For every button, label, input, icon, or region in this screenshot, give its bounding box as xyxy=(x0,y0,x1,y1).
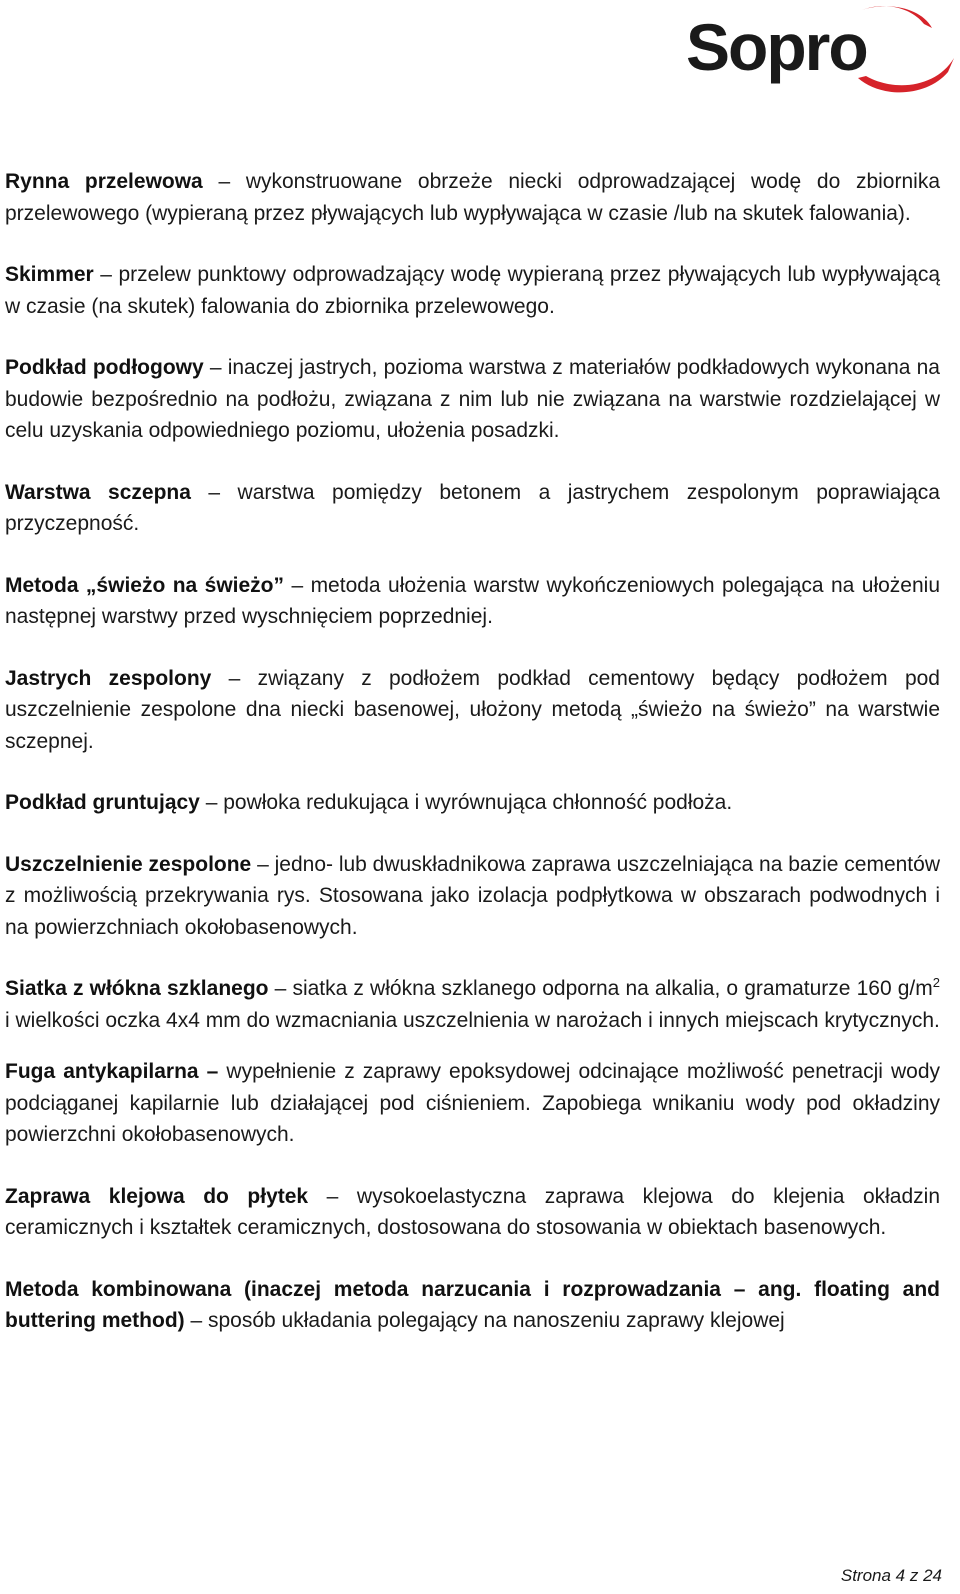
logo-swoosh-lower xyxy=(858,58,954,92)
entry-definition-continued: i wielkości oczka 4x4 mm do wzmacniania uszczelnienia w narożach i innych miejscach krytycznych. xyxy=(5,1008,940,1032)
entry-term: Podkład podłogowy xyxy=(5,356,204,379)
entry-term: Uszczelnienie zespolone xyxy=(5,852,252,876)
entry-separator: – xyxy=(284,573,311,597)
logo-swoosh xyxy=(862,6,932,28)
entry-separator: – xyxy=(268,977,293,1000)
entry-definition: wysokoelastyczna zaprawa klejowa do klejenia okładzin ceramicznych i kształtek ceramicznych, dostosowana do stosowania w obiektach basenowych. xyxy=(5,1184,940,1239)
glossary-entry xyxy=(5,352,940,447)
entry-term: Fuga antykapilarna – xyxy=(5,1060,219,1083)
glossary-entry xyxy=(5,570,940,633)
glossary-entry xyxy=(5,1181,940,1244)
entry-definition: sposób układania polegający na nanoszeniu zaprawy klejowej xyxy=(208,1309,785,1332)
entry-definition: warstwa pomiędzy betonem a jastrychem zespolonym poprawiająca przyczepność. xyxy=(5,480,940,535)
glossary-entry xyxy=(5,1056,940,1151)
glossary-content xyxy=(5,166,940,1337)
entry-definition: jedno- lub dwuskładnikowa zaprawa uszczelniająca na bazie cementów z możliwością przekrywania rys. Stosowana jako izolacja podpłytkowa w obszarach podwodnych i na powierzchniach okołobasenowych. xyxy=(5,852,940,939)
glossary-entry xyxy=(5,477,940,540)
company-info xyxy=(18,4,282,67)
entry-definition: siatka z włókna szklanego odporna na alkalia, o gramaturze 160 g/m xyxy=(292,977,933,1000)
entry-term: Jastrych zespolony xyxy=(5,666,212,690)
entry-definition: powłoka redukująca i wyrównująca chłonność podłoża. xyxy=(223,791,733,814)
glossary-entry xyxy=(5,973,940,1036)
entry-definition: wypełnienie z zaprawy epoksydowej odcinające możliwość penetracji wody podciąganej kapilarnie lub działającej pod ciśnieniem. Zapobiega wnikaniu wody pod okładziny powierzchni okołobasenowych. xyxy=(5,1060,941,1146)
entry-term: Warstwa sczepna xyxy=(5,480,191,504)
entry-separator: – xyxy=(203,356,228,379)
company-address: ul. Poleczki 23F, 02-822 Warszawa xyxy=(18,26,282,45)
glossary-entry xyxy=(5,849,940,944)
entry-definition: przelew punktowy odprowadzający wodę wypieraną przez pływających lub wypływającą w czasie (na skutek) falowania do zbiornika przelewowego. xyxy=(5,263,941,318)
entry-term: Siatka z włókna szklanego xyxy=(5,977,269,1000)
glossary-entry xyxy=(5,166,940,229)
glossary-entry xyxy=(5,1274,940,1337)
company-name: Sopro Polska Sp. z o.o. xyxy=(18,5,196,24)
entry-separator: – xyxy=(308,1184,357,1208)
superscript-exponent: 2 xyxy=(932,975,940,990)
entry-definition: związany z podłożem podkład cementowy będący podłożem pod uszczelnienie zespolone dna niecki basenowej, ułożony metodą „świeżo na świeżo” na warstwie sczepnej. xyxy=(5,666,940,753)
entry-definition: inaczej jastrych, pozioma warstwa z materiałów podkładowych wykonana na budowie bezpośrednio na podłożu, związana z nim lub nie związana na warstwie rozdzielającej w celu uzyskania odpowiedniego poziomu, ułożenia posadzki. xyxy=(5,356,940,442)
company-website: www.sopro.pl xyxy=(18,47,120,66)
entry-term: Metoda „świeżo na świeżo” xyxy=(5,573,285,597)
page-number: Strona 4 z 24 xyxy=(840,1566,942,1585)
logo-wordmark: Sopro xyxy=(686,10,867,84)
entry-separator: – xyxy=(211,666,258,690)
entry-term: Skimmer xyxy=(5,263,94,286)
entry-separator: – xyxy=(93,263,119,286)
glossary-entry xyxy=(5,663,940,758)
entry-definition: wykonstruowane obrzeże niecki odprowadzającej wodę do zbiornika przelewowego (wypieraną przez pływających lub wypływająca w czasie /lub na skutek falowania). xyxy=(5,170,940,225)
entry-separator: – xyxy=(199,791,224,814)
entry-separator: – xyxy=(202,170,246,193)
entry-term: Rynna przelewowa xyxy=(5,170,203,193)
entry-definition: metoda ułożenia warstw wykończeniowych polegająca na ułożeniu następnej warstwy przed wyschnięciem poprzedniej. xyxy=(5,573,940,628)
entry-term: Zaprawa klejowa do płytek xyxy=(5,1184,309,1208)
glossary-entry xyxy=(5,787,940,819)
entry-separator: – xyxy=(190,480,238,504)
entry-term: Podkład gruntujący xyxy=(5,791,200,814)
entry-term: Metoda kombinowana (inaczej metoda narzucania i rozprowadzania – ang. floating and buttering method) xyxy=(5,1277,940,1332)
entry-separator: – xyxy=(184,1309,208,1332)
sopro-logo xyxy=(684,0,960,98)
glossary-entry xyxy=(5,259,940,322)
entry-separator: – xyxy=(251,852,275,876)
